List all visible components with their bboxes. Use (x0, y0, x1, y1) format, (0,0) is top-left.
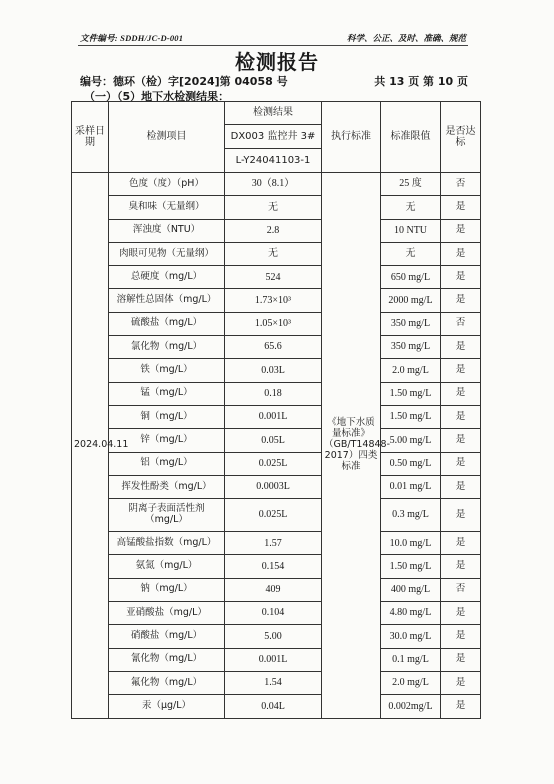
item-cell: 色度（度）（pH） (109, 173, 225, 196)
table-row (72, 555, 481, 578)
limit-cell: 350 mg/L (381, 312, 441, 335)
header-standard: 执行标准 (322, 102, 381, 173)
compliance-cell: 否 (441, 173, 481, 196)
item-cell: 锌（mg/L） (109, 429, 225, 452)
compliance-cell: 是 (441, 555, 481, 578)
report-number: 编号：德环（检）字[2024]第 04058 号 (80, 75, 288, 88)
item-cell: 氟化物（mg/L） (109, 671, 225, 694)
limit-cell: 10.0 mg/L (381, 532, 441, 555)
table-row (72, 312, 481, 335)
compliance-cell: 是 (441, 625, 481, 648)
result-cell: 2.8 (225, 219, 322, 242)
table-row (72, 173, 481, 196)
header-limit: 标准限值 (381, 102, 441, 173)
table-row (72, 475, 481, 498)
table-row (72, 648, 481, 671)
table-row (72, 499, 481, 532)
item-cell: 铁（mg/L） (109, 359, 225, 382)
result-cell: 0.03L (225, 359, 322, 382)
page-title: 检测报告 (235, 50, 319, 74)
limit-cell: 0.50 mg/L (381, 452, 441, 475)
compliance-cell: 是 (441, 359, 481, 382)
result-cell: 0.18 (225, 382, 322, 405)
item-cell: 氨氮（mg/L） (109, 555, 225, 578)
table-row (72, 578, 481, 601)
result-cell: 0.0003L (225, 475, 322, 498)
table-row (72, 242, 481, 265)
compliance-cell: 是 (441, 475, 481, 498)
result-cell: 1.73×10³ (225, 289, 322, 312)
result-cell: 0.025L (225, 499, 322, 532)
table-row (72, 289, 481, 312)
item-cell: 硝酸盐（mg/L） (109, 625, 225, 648)
page-count: 共 13 页 第 10 页 (374, 75, 468, 88)
compliance-cell: 否 (441, 578, 481, 601)
compliance-cell: 是 (441, 671, 481, 694)
company-motto: 科学、公正、及时、准确、规范 (346, 33, 466, 43)
header-sample-id: L-Y24041103-1 (225, 149, 322, 173)
limit-cell: 25 度 (381, 173, 441, 196)
file-number: 文件编号: SDDH/JC-D-001 (80, 33, 184, 43)
limit-cell: 0.002mg/L (381, 695, 441, 718)
table-row (72, 429, 481, 452)
compliance-cell: 是 (441, 242, 481, 265)
table-row (72, 196, 481, 219)
item-cell: 铝（mg/L） (109, 452, 225, 475)
table-row (72, 452, 481, 475)
limit-cell: 400 mg/L (381, 578, 441, 601)
compliance-cell: 是 (441, 429, 481, 452)
result-cell: 0.05L (225, 429, 322, 452)
limit-cell: 2.0 mg/L (381, 671, 441, 694)
item-cell: 溶解性总固体（mg/L） (109, 289, 225, 312)
result-cell: 0.04L (225, 695, 322, 718)
result-cell: 无 (225, 196, 322, 219)
table-row (72, 266, 481, 289)
results-body (72, 173, 481, 719)
limit-cell: 0.01 mg/L (381, 475, 441, 498)
compliance-cell: 是 (441, 336, 481, 359)
limit-cell: 10 NTU (381, 219, 441, 242)
limit-cell: 1.50 mg/L (381, 555, 441, 578)
table-row (72, 532, 481, 555)
header-item: 检测项目 (109, 102, 225, 173)
table-row (72, 359, 481, 382)
limit-cell: 0.1 mg/L (381, 648, 441, 671)
limit-cell: 无 (381, 242, 441, 265)
limit-cell: 650 mg/L (381, 266, 441, 289)
compliance-cell: 是 (441, 648, 481, 671)
item-cell: 肉眼可见物（无量纲） (109, 242, 225, 265)
limit-cell: 5.00 mg/L (381, 429, 441, 452)
result-cell: 409 (225, 578, 322, 601)
item-cell: 硫酸盐（mg/L） (109, 312, 225, 335)
limit-cell: 无 (381, 196, 441, 219)
section-heading: （一）（5）地下水检测结果： (84, 90, 230, 103)
result-cell: 0.104 (225, 602, 322, 625)
item-cell: 浑浊度（NTU） (109, 219, 225, 242)
compliance-cell: 是 (441, 452, 481, 475)
compliance-cell: 否 (441, 312, 481, 335)
result-cell: 无 (225, 242, 322, 265)
limit-cell: 1.50 mg/L (381, 382, 441, 405)
standard-cell: 《地下水质量标准》（GB/T14848-2017）四类标准 (322, 173, 381, 719)
header-compliance: 是否达标 (441, 102, 481, 173)
item-cell: 锰（mg/L） (109, 382, 225, 405)
compliance-cell: 是 (441, 695, 481, 718)
compliance-cell: 是 (441, 532, 481, 555)
limit-cell: 4.80 mg/L (381, 602, 441, 625)
limit-cell: 2000 mg/L (381, 289, 441, 312)
table-row (72, 695, 481, 718)
header-well-name: DX003 监控井 3# (225, 125, 322, 149)
result-cell: 0.001L (225, 648, 322, 671)
compliance-cell: 是 (441, 219, 481, 242)
result-cell: 0.025L (225, 452, 322, 475)
item-cell: 挥发性酚类（mg/L） (109, 475, 225, 498)
table-row (72, 382, 481, 405)
result-cell: 65.6 (225, 336, 322, 359)
header-result: 检测结果 (225, 102, 322, 125)
compliance-cell: 是 (441, 405, 481, 428)
result-cell: 1.05×10³ (225, 312, 322, 335)
compliance-cell: 是 (441, 266, 481, 289)
result-cell: 5.00 (225, 625, 322, 648)
groundwater-results-table (71, 101, 481, 719)
table-row (72, 625, 481, 648)
table-row (72, 602, 481, 625)
item-cell: 亚硝酸盐（mg/L） (109, 602, 225, 625)
item-cell: 氯化物（mg/L） (109, 336, 225, 359)
item-cell: 高锰酸盐指数（mg/L） (109, 532, 225, 555)
compliance-cell: 是 (441, 289, 481, 312)
table-row (72, 336, 481, 359)
item-cell: 汞（μg/L） (109, 695, 225, 718)
table-row (72, 405, 481, 428)
result-cell: 0.001L (225, 405, 322, 428)
item-cell: 臭和味（无量纲） (109, 196, 225, 219)
item-cell: 总硬度（mg/L） (109, 266, 225, 289)
compliance-cell: 是 (441, 602, 481, 625)
compliance-cell: 是 (441, 499, 481, 532)
result-cell: 0.154 (225, 555, 322, 578)
table-row (72, 219, 481, 242)
item-cell: 钠（mg/L） (109, 578, 225, 601)
limit-cell: 1.50 mg/L (381, 405, 441, 428)
table-row (72, 671, 481, 694)
result-cell: 30（8.1） (225, 173, 322, 196)
result-cell: 1.54 (225, 671, 322, 694)
limit-cell: 350 mg/L (381, 336, 441, 359)
limit-cell: 0.3 mg/L (381, 499, 441, 532)
item-cell: 氰化物（mg/L） (109, 648, 225, 671)
result-cell: 1.57 (225, 532, 322, 555)
result-cell: 524 (225, 266, 322, 289)
compliance-cell: 是 (441, 382, 481, 405)
sampling-date-cell: 2024.04.11 (72, 173, 109, 719)
header-sampling-date: 采样日期 (72, 102, 109, 173)
limit-cell: 2.0 mg/L (381, 359, 441, 382)
compliance-cell: 是 (441, 196, 481, 219)
item-cell: 阴离子表面活性剂（mg/L） (109, 499, 225, 532)
limit-cell: 30.0 mg/L (381, 625, 441, 648)
item-cell: 铜（mg/L） (109, 405, 225, 428)
